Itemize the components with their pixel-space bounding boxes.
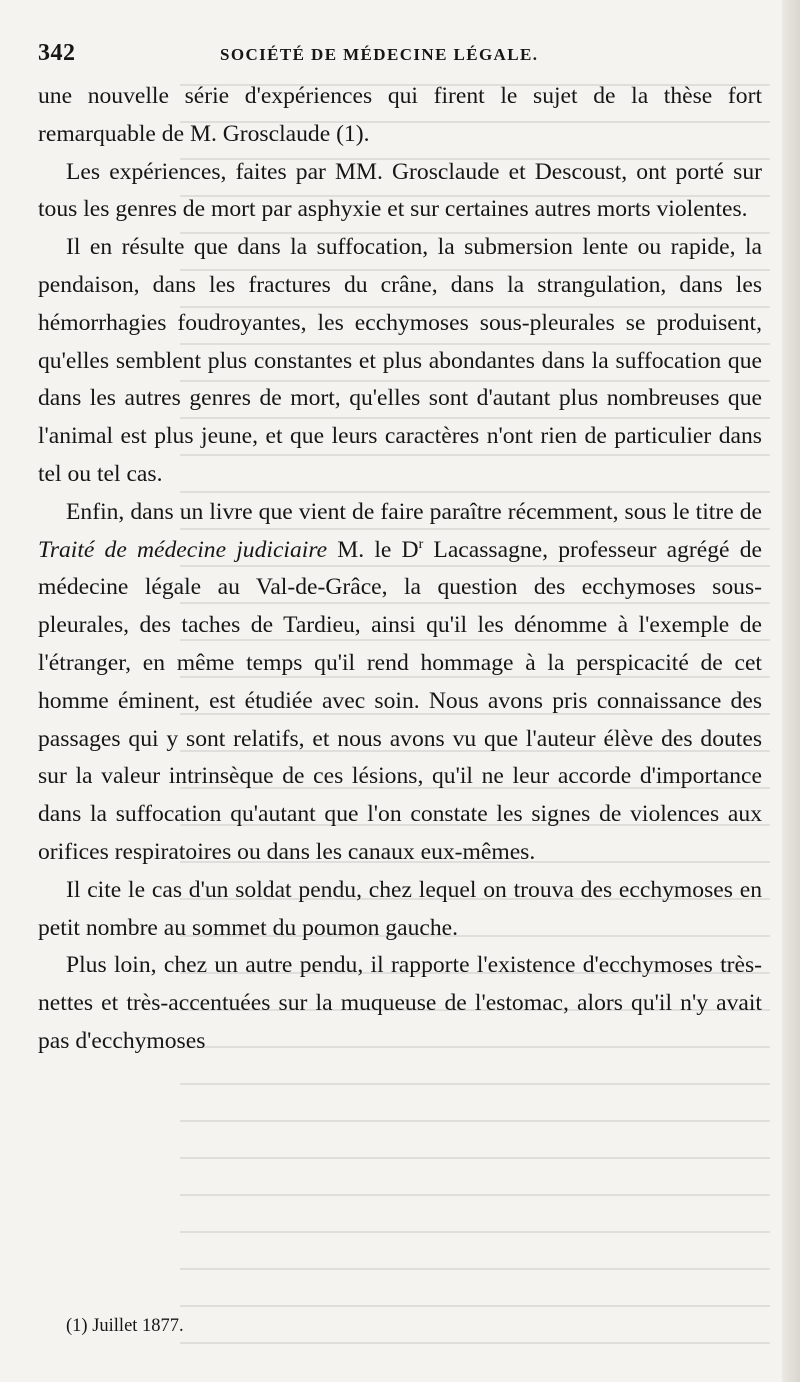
body-text [38, 78, 762, 1061]
paragraph-5: Il cite le cas d'un soldat pendu, chez lequel on trouva des ecchymoses en petit nombre au sommet du poumon gauche. [38, 876, 762, 941]
running-head: SOCIÉTÉ DE MÉDECINE LÉGALE. [220, 45, 539, 64]
paragraph-6: Plus loin, chez un autre pendu, il rapporte l'existence d'ecchymoses très-nettes et très-accentuées sur la muqueuse de l'estomac, alors qu'il n'y avait pas d'ecchymoses [38, 952, 762, 1054]
doctor-abbrev-superscript: r [418, 536, 424, 552]
page-edge [782, 0, 800, 1382]
footnote: (1) Juillet 1877. [66, 1316, 184, 1336]
page-number: 342 [38, 40, 76, 66]
paragraph-3: Il en résulte que dans la suffocation, la submersion lente ou rapide, la pendaison, dans les fractures du crâne, dans la strangulation, dans les hémorrhagies foudroyantes, les ecchymoses sous-pleurales se produisent, qu'elles semblent plus constantes et plus abondantes dans la suffocation que dans les autres genres de mort, qu'elles sont d'autant plus nombreuses que l'animal est plus jeune, et que leurs caractères n'ont rien de particulier dans tel ou tel cas. [38, 234, 762, 487]
paragraph-4-text-middle: M. le D [327, 536, 419, 563]
paragraph-4-text-before: Enfin, dans un livre que vient de faire paraître récemment, sous le titre de [66, 498, 762, 525]
paragraph-1: une nouvelle série d'expériences qui firent le sujet de la thèse fort remarquable de M. Grosclaude (1). [38, 83, 762, 147]
paragraph-4-text-after: Lacassagne, professeur agrégé de médecine légale au Val-de-Grâce, la question des ecchymoses sous-pleurales, des taches de Tardieu, ainsi qu'il les dénomme à l'exemple de l'étranger, en même temps qu'il rend hommage à la perspicacité de cet homme éminent, est étudiée avec soin. Nous avons pris connaissance des passages qui y sont relatifs, et nous avons vu que l'auteur élève des doutes sur la valeur intrinsèque de ces lésions, qu'il ne leur accorde d'importance dans la suffocation qu'autant que l'on constate les signes de violences aux orifices respiratoires ou dans les canaux eux-mêmes. [38, 536, 762, 865]
book-title: Traité de médecine judiciaire [38, 536, 328, 563]
page-header [38, 40, 762, 76]
paragraph-4 [38, 494, 762, 872]
paragraph-2: Les expériences, faites par MM. Grosclaude et Descoust, ont porté sur tous les genres de mort par asphyxie et sur certaines autres morts violentes. [38, 158, 762, 223]
